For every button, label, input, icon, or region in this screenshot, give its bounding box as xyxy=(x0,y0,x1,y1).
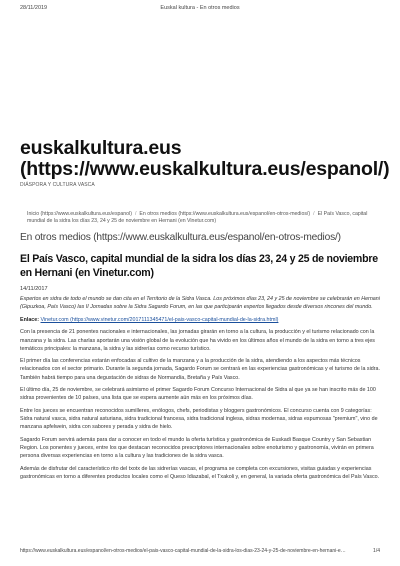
breadcrumb-item-inicio[interactable]: Inicio (https://www.euskalkultura.eus/espanol) xyxy=(27,211,132,217)
article-lead: Expertos en sidra de todo el mundo se dan cita en el Territorio de la Sidra Vasca. Los próximos días 23, 24 y 25 de noviembre se celebrarán en Hernani (Gipuzkoa, País Vasco) las II Jornadas sobre la Sidra Sagardo Forum, en las que participarán expertos llegados desde diversos rincones del mundo. xyxy=(20,296,380,311)
article-paragraph: Además de disfrutar del característico rito del txotx de las sidrerías vascas, el programa se completa con excursiones, visitas guiadas y experiencias gastronómicas en torno a diferentes productos locales como el Queso Idiazabal, el Txakoli y, en general, la variada oferta gastronómica del País Vasco. xyxy=(20,465,380,480)
article-paragraph: El último día, 25 de noviembre, se celebrará asimismo el primer Sagardo Forum Concurso Internacional de Sidra al que ya se han inscrito más de 100 sidras provenientes de 10 países, una lista que se espera aumente aún más en los próximos días. xyxy=(20,387,376,402)
breadcrumb-item-en-otros-medios[interactable]: En otros medios (https://www.euskalkultura.eus/espanol/en-otros-medios/) xyxy=(139,211,311,217)
article-body xyxy=(20,295,382,486)
site-title-link[interactable]: euskalkultura.eus (https://www.euskalkultura.eus/espanol/) xyxy=(20,137,390,180)
enlace-link[interactable]: Vinetur.com (https://www.vinetur.com/2017111345471/el-pais-vasco-capital-mundial-de-la-sidra.html) xyxy=(40,316,279,323)
article-enlace xyxy=(20,316,382,324)
print-footer-url: https://www.euskalkultura.eus/espanol/en-otros-medios/el-pais-vasco-capital-mundial-de-la-sidra-los-dias-23-24-y-25-de-noviembre-en-hernani-e… xyxy=(20,548,346,554)
print-footer xyxy=(20,548,380,554)
breadcrumb-item-current: El País Vasco, capital mundial de la sidra los días 23, 24 y 25 de noviembre en Hernani (en Vinetur.com) xyxy=(27,211,368,224)
enlace-label: Enlace: xyxy=(20,316,40,323)
site-subtitle: DIÁSPORA Y CULTURA VASCA xyxy=(20,182,95,188)
print-page-number: 1/4 xyxy=(373,548,380,554)
print-title: Euskal kultura - En otros medios xyxy=(160,5,240,11)
breadcrumb-separator: / xyxy=(313,211,315,217)
article-paragraph: Sagardo Forum servirá además para dar a conocer en todo el mundo la oferta turística y gastronómica de Euskadi Basque Country y San Sebastian Region. Los ponentes y jueces, entre los que destacan reconocidos prescriptores internacionales sobre enoturismo y gastronomía, vivirán en primera persona diversas experiencias en torno a la cultura y las tradiciones de la sidra vasca. xyxy=(20,436,374,460)
article-paragraph: El primer día las conferencias estarán enfocadas al cultivo de la manzana y a la producción de la sidra, atendiendo a los aspectos más técnicos relacionados con el sector primario. Durante la segunda jornada, Sagardo Forum se centrará en las experiencias gastronómicas y el turismo de la sidra. También habrá tiempo para una degustación de sidras de Normandía, Bretaña y País Vasco. xyxy=(20,358,380,381)
article-headline: El País Vasco, capital mundial de la sidra los días 23, 24 y 25 de noviembre en Hernani (en Vinetur.com) xyxy=(20,253,378,279)
article-category-link[interactable]: En otros medios (https://www.euskalkultura.eus/espanol/en-otros-medios/) xyxy=(20,232,341,243)
breadcrumb-separator: / xyxy=(134,211,137,217)
print-header xyxy=(20,5,380,13)
print-date: 28/11/2019 xyxy=(20,5,48,11)
article-date: 14/11/2017 xyxy=(20,286,48,292)
article-paragraph: Entre los jueces se encuentran reconocidos sumilleres, enólogos, chefs, periodistas y bloggers gastronómicos. El concurso cuenta con 9 categorías: Sidra natural vasca, sidra natural asturiana, sidra tradicional francesa, sidra tradicional inglesa, sidras modernas, sidras espumosas "premium", vino de manzana apfelwein, sidra con sabores y perada y sidra de hielo. xyxy=(20,408,378,431)
article-paragraph: Con la presencia de 21 ponentes nacionales e internacionales, las jornadas girarán en torno a la cultura, la producción y el turismo relacionado con la manzana y la sidra. Las charlas aportarán una visión global de la evolución que ha vivido en los últimos años el mundo de la sidra en torno a tres ejes temáticos principales: la manzana, la sidra y las sidrerías como recurso turístico. xyxy=(20,329,375,352)
breadcrumb xyxy=(27,211,377,225)
